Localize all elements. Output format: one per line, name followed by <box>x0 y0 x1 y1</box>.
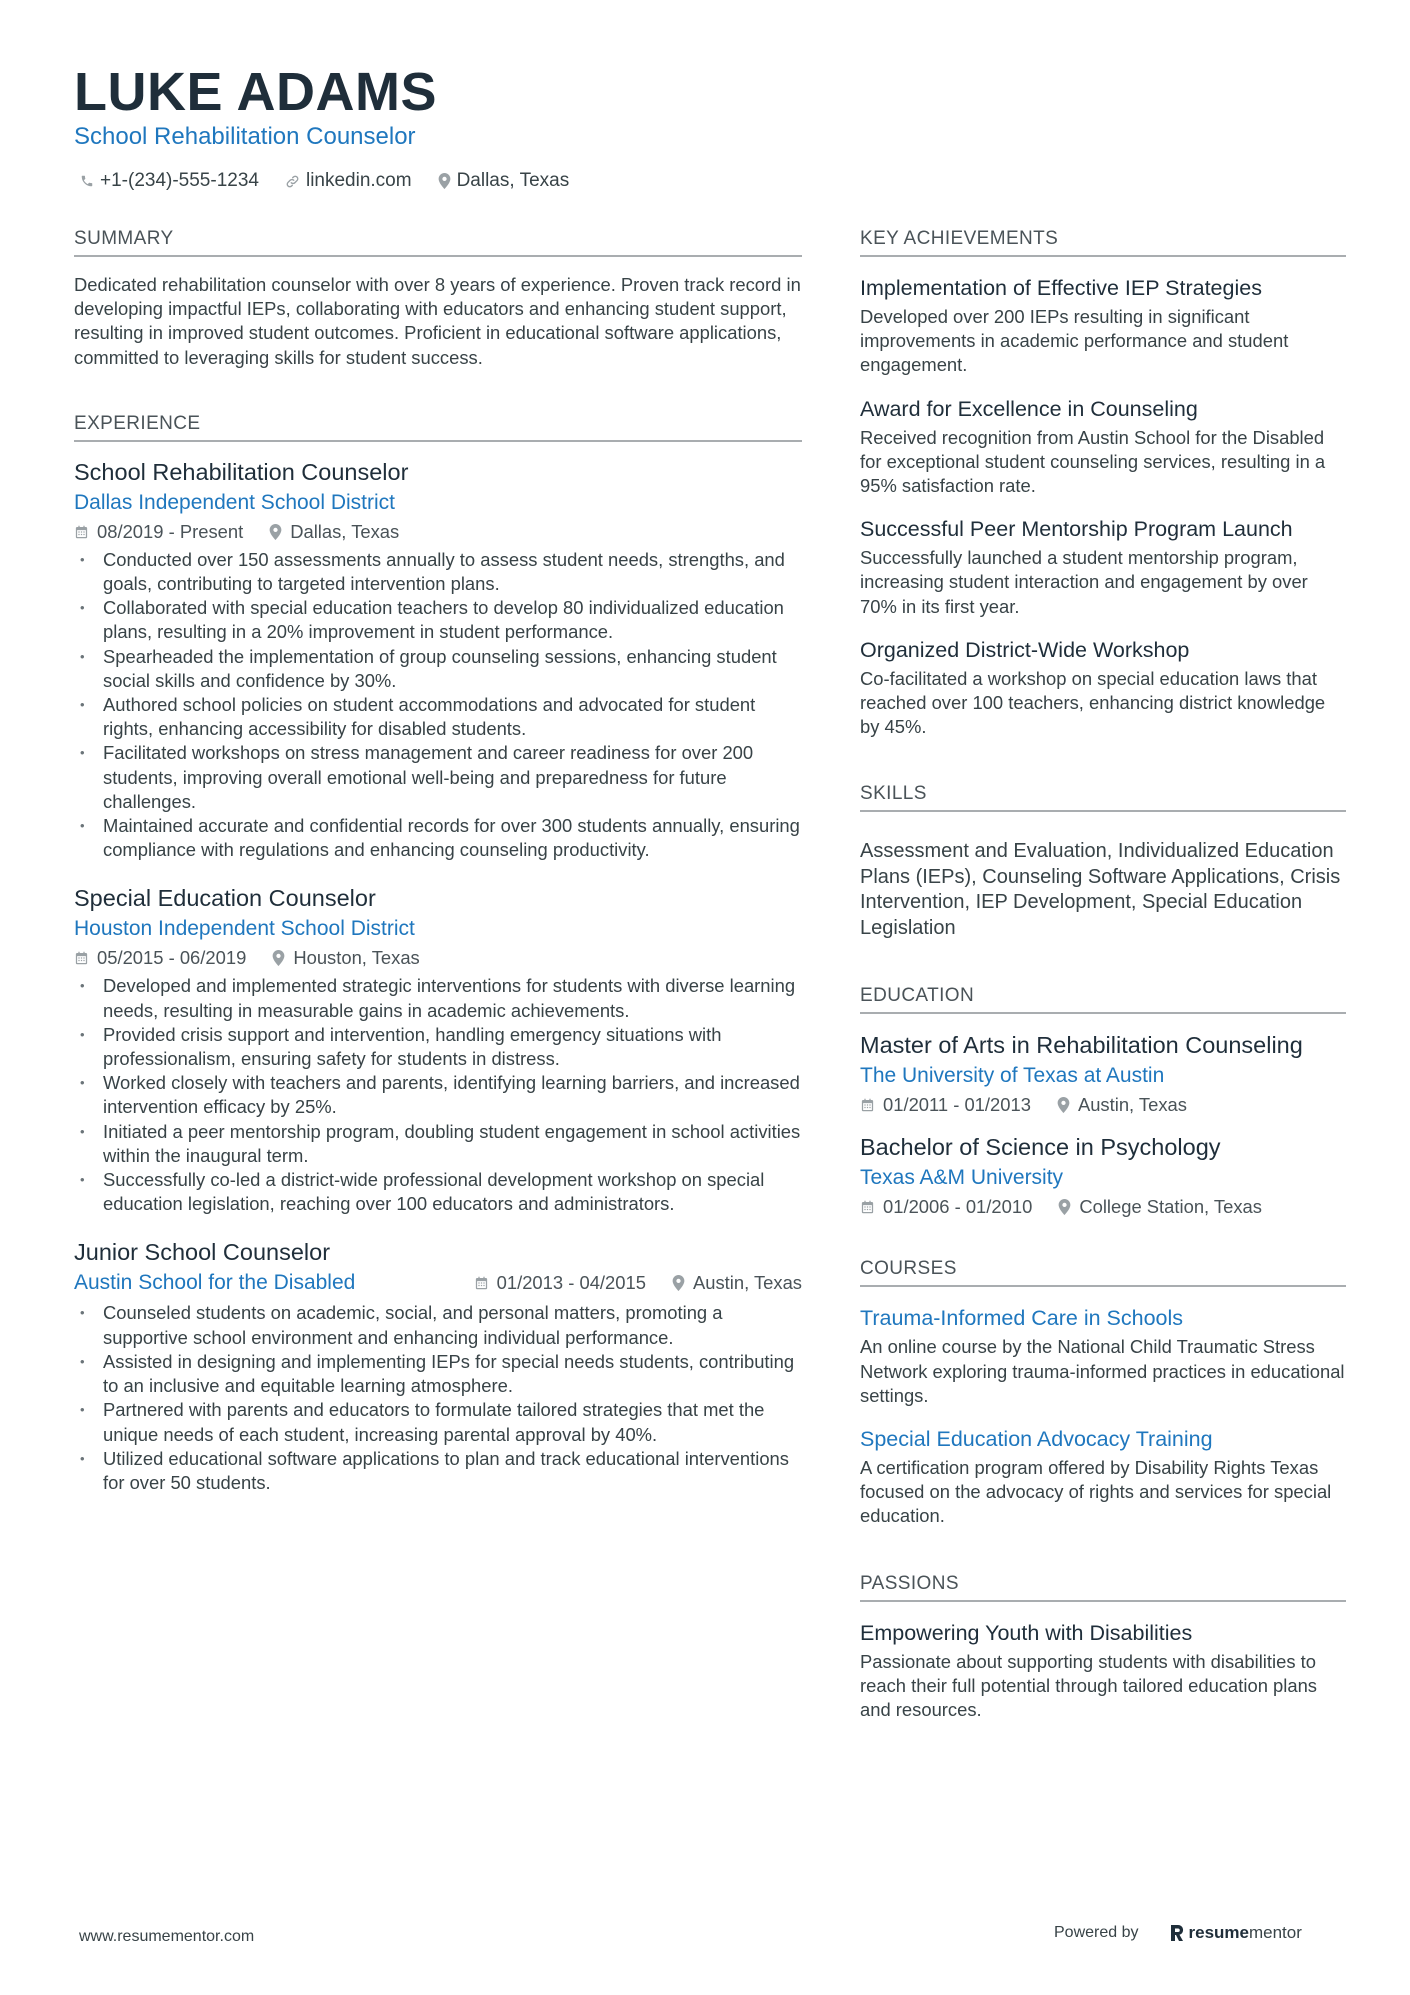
courses-heading: COURSES <box>860 1256 1346 1287</box>
degree-title: Bachelor of Science in Psychology <box>860 1134 1221 1161</box>
education-meta <box>860 1092 1346 1118</box>
achievement-desc: Co-facilitated a workshop on special education laws that reached over 100 teachers, enhancing district knowledge by 45%. <box>860 667 1326 738</box>
job-bullets <box>74 548 802 863</box>
job-location-text: Austin, Texas <box>692 1272 802 1294</box>
education-dates <box>860 1092 1031 1118</box>
contact-location-text: Dallas, Texas <box>456 170 570 191</box>
education-item <box>860 1132 1346 1220</box>
achievement-title: Successful Peer Mentorship Program Launch <box>860 517 1293 542</box>
courses-section <box>860 1256 1346 1528</box>
calendar-icon <box>74 950 89 966</box>
education-dates-text: 01/2011 - 01/2013 <box>883 1094 1031 1116</box>
education-section <box>860 983 1346 1220</box>
job-dates-text: 05/2015 - 06/2019 <box>97 947 247 969</box>
job-location-text: Dallas, Texas <box>290 520 400 542</box>
experience-section <box>74 411 802 1495</box>
bullet-item: • Facilitated workshops on stress management and career readiness for over 200 students, improving overall emotional well-being and preparedness for future challenges. <box>74 741 802 814</box>
education-location-text: College Station, Texas <box>1079 1196 1262 1218</box>
job-meta <box>474 1270 802 1296</box>
skills-heading: SKILLS <box>860 781 1346 812</box>
candidate-name: LUKE ADAMS <box>74 62 437 122</box>
education-dates-text: 01/2006 - 01/2010 <box>883 1196 1033 1218</box>
bullet-item: • Assisted in designing and implementing IEPs for special needs students, contributing to an inclusive and equitable learning atmosphere. <box>74 1350 802 1398</box>
candidate-headline: School Rehabilitation Counselor <box>74 123 416 150</box>
contact-location <box>438 168 570 194</box>
job-meta <box>74 945 802 971</box>
passions-heading: PASSIONS <box>860 1571 1346 1602</box>
bullet-item: • Collaborated with special education teachers to develop 80 individualized education plans, resulting in a 20% improvement in student performance. <box>74 596 802 644</box>
course-title: Special Education Advocacy Training <box>860 1427 1213 1452</box>
education-location-text: Austin, Texas <box>1077 1094 1187 1116</box>
achievement-item <box>860 514 1346 619</box>
bullet-item: • Initiated a peer mentorship program, doubling student engagement in school activities within the inaugural term. <box>74 1120 802 1168</box>
bullet-item: • Partnered with parents and educators to formulate tailored strategies that met the unique needs of each student, increasing parental approval by 40%. <box>74 1398 802 1446</box>
achievement-desc: Developed over 200 IEPs resulting in significant improvements in academic performance and student engagement. <box>860 306 1289 376</box>
achievement-item <box>860 394 1346 499</box>
passion-item <box>860 1618 1346 1723</box>
job-dates-text: 08/2019 - Present <box>97 520 244 542</box>
passions-section <box>860 1571 1346 1723</box>
right-column <box>860 226 1346 1722</box>
experience-entry <box>74 1236 802 1495</box>
bullet-item: • Utilized educational software applications to plan and track educational interventions for over 50 students. <box>74 1447 802 1495</box>
calendar-icon <box>474 1275 489 1291</box>
course-desc: A certification program offered by Disability Rights Texas focused on the advocacy of rights and services for special education. <box>860 1457 1332 1527</box>
job-bullets <box>74 1301 802 1495</box>
bullet-item: • Provided crisis support and intervention, handling emergency situations with professionalism, ensuring safety for students in distress. <box>74 1023 802 1071</box>
resumementor-logo-icon <box>1169 1924 1185 1942</box>
calendar-icon <box>860 1199 875 1215</box>
contact-bar <box>80 168 595 194</box>
course-item <box>860 1424 1346 1529</box>
bullet-item: • Conducted over 150 assessments annually to assess student needs, strengths, and goals, contributing to targeted intervention plans. <box>74 548 802 596</box>
job-title: Special Education Counselor <box>74 885 376 912</box>
job-meta <box>74 519 802 545</box>
experience-entry <box>74 882 802 1216</box>
calendar-icon <box>74 524 89 540</box>
job-company-row <box>74 1268 802 1298</box>
degree-title: Master of Arts in Rehabilitation Counseling <box>860 1032 1303 1059</box>
job-location-text: Houston, Texas <box>293 947 420 969</box>
job-dates <box>474 1270 646 1296</box>
summary-text: Dedicated rehabilitation counselor with over 8 years of experience. Proven track record in developing impactful IEPs, collaborating with educators and enhancing student support, resulting in improved student outcomes. Proficient in educational software applications, committed to leveraging skills for student success. <box>74 274 801 368</box>
brand-logo[interactable] <box>1169 1923 1302 1943</box>
education-item <box>860 1030 1346 1118</box>
job-dates <box>74 945 246 971</box>
education-location <box>1058 1194 1262 1220</box>
school-name: The University of Texas at Austin <box>860 1064 1165 1088</box>
passion-desc: Passionate about supporting students with disabilities to reach their full potential through tailored education plans and resources. <box>860 1650 1318 1721</box>
brand-name-bold: resume <box>1188 1923 1249 1942</box>
skills-text: Assessment and Evaluation, Individualized Education Plans (IEPs), Counseling Software Applications, Crisis Intervention, IEP Development, Special Education Legislation <box>860 840 1341 939</box>
education-heading: EDUCATION <box>860 983 1346 1014</box>
education-location <box>1057 1092 1187 1118</box>
achievement-title: Implementation of Effective IEP Strategies <box>860 276 1262 300</box>
job-location <box>672 1270 802 1296</box>
contact-phone-text: +1-(234)-555-1234 <box>100 170 259 191</box>
location-pin-icon <box>269 524 282 540</box>
contact-link-text: linkedin.com <box>305 170 412 191</box>
education-dates <box>860 1194 1032 1220</box>
bullet-item: • Maintained accurate and confidential records for over 300 students annually, ensuring compliance with regulations and enhancing counseling productivity. <box>74 814 802 862</box>
achievements-heading: KEY ACHIEVEMENTS <box>860 226 1346 257</box>
location-pin-icon <box>272 950 285 966</box>
brand-name-light: mentor <box>1248 1923 1302 1942</box>
bullet-item: • Successfully co-led a district-wide professional development workshop on special education legislation, reaching over 100 educators and administrators. <box>74 1168 802 1216</box>
job-bullets <box>74 974 802 1216</box>
achievements-section <box>860 226 1346 739</box>
job-dates-text: 01/2013 - 04/2015 <box>496 1272 646 1294</box>
job-title: School Rehabilitation Counselor <box>74 458 409 485</box>
footer-branding <box>1054 1923 1302 1943</box>
achievement-item <box>860 273 1346 378</box>
achievement-desc: Successfully launched a student mentorship program, increasing student interaction and engagement by over 70% in its first year. <box>860 547 1308 617</box>
job-location <box>269 519 399 545</box>
company-name: Austin School for the Disabled <box>74 1271 356 1295</box>
bullet-item: • Worked closely with teachers and parents, identifying learning barriers, and increased intervention efficacy by 25%. <box>74 1071 802 1119</box>
education-meta <box>860 1194 1346 1220</box>
bullet-item: • Counseled students on academic, social, and personal matters, promoting a supportive school environment and enhancing individual performance. <box>74 1301 802 1349</box>
footer-site-link[interactable]: www.resumementor.com <box>79 1928 255 1945</box>
bullet-item: • Authored school policies on student accommodations and advocated for student rights, enhancing accessibility for disabled students. <box>74 693 802 741</box>
course-desc: An online course by the National Child Traumatic Stress Network exploring trauma-informed practices in educational settings. <box>860 1336 1345 1406</box>
experience-heading: EXPERIENCE <box>74 411 802 442</box>
job-location <box>272 945 419 971</box>
company-name: Houston Independent School District <box>74 917 415 941</box>
powered-by-text: Powered by <box>1054 1924 1139 1941</box>
course-item <box>860 1303 1346 1408</box>
bullet-item: • Developed and implemented strategic interventions for students with diverse learning needs, resulting in measurable gains in academic achievements. <box>74 974 802 1022</box>
summary-heading: SUMMARY <box>74 226 802 257</box>
experience-entry <box>74 456 802 863</box>
school-name: Texas A&M University <box>860 1166 1064 1190</box>
calendar-icon <box>860 1097 875 1113</box>
link-icon <box>285 174 300 189</box>
location-pin-icon <box>672 1275 685 1291</box>
company-name: Dallas Independent School District <box>74 490 396 514</box>
achievement-title: Award for Excellence in Counseling <box>860 396 1198 421</box>
bullet-item: • Spearheaded the implementation of group counseling sessions, enhancing student social skills and confidence by 30%. <box>74 645 802 693</box>
location-pin-icon <box>1057 1097 1070 1113</box>
summary-section <box>74 226 802 370</box>
location-pin-icon <box>1058 1199 1071 1215</box>
course-title: Trauma-Informed Care in Schools <box>860 1306 1184 1331</box>
job-dates <box>74 519 243 545</box>
passion-title: Empowering Youth with Disabilities <box>860 1620 1193 1645</box>
left-column <box>74 226 802 1495</box>
location-pin-icon <box>438 173 451 189</box>
phone-icon <box>80 174 94 188</box>
achievement-title: Organized District-Wide Workshop <box>860 637 1190 662</box>
contact-phone <box>80 168 259 194</box>
job-title: Junior School Counselor <box>74 1239 331 1266</box>
achievement-item <box>860 635 1346 740</box>
achievement-desc: Received recognition from Austin School for the Disabled for exceptional student counseling services, resulting in a 95% satisfaction rate. <box>860 426 1326 497</box>
skills-section <box>860 781 1346 941</box>
contact-link[interactable] <box>285 168 412 194</box>
